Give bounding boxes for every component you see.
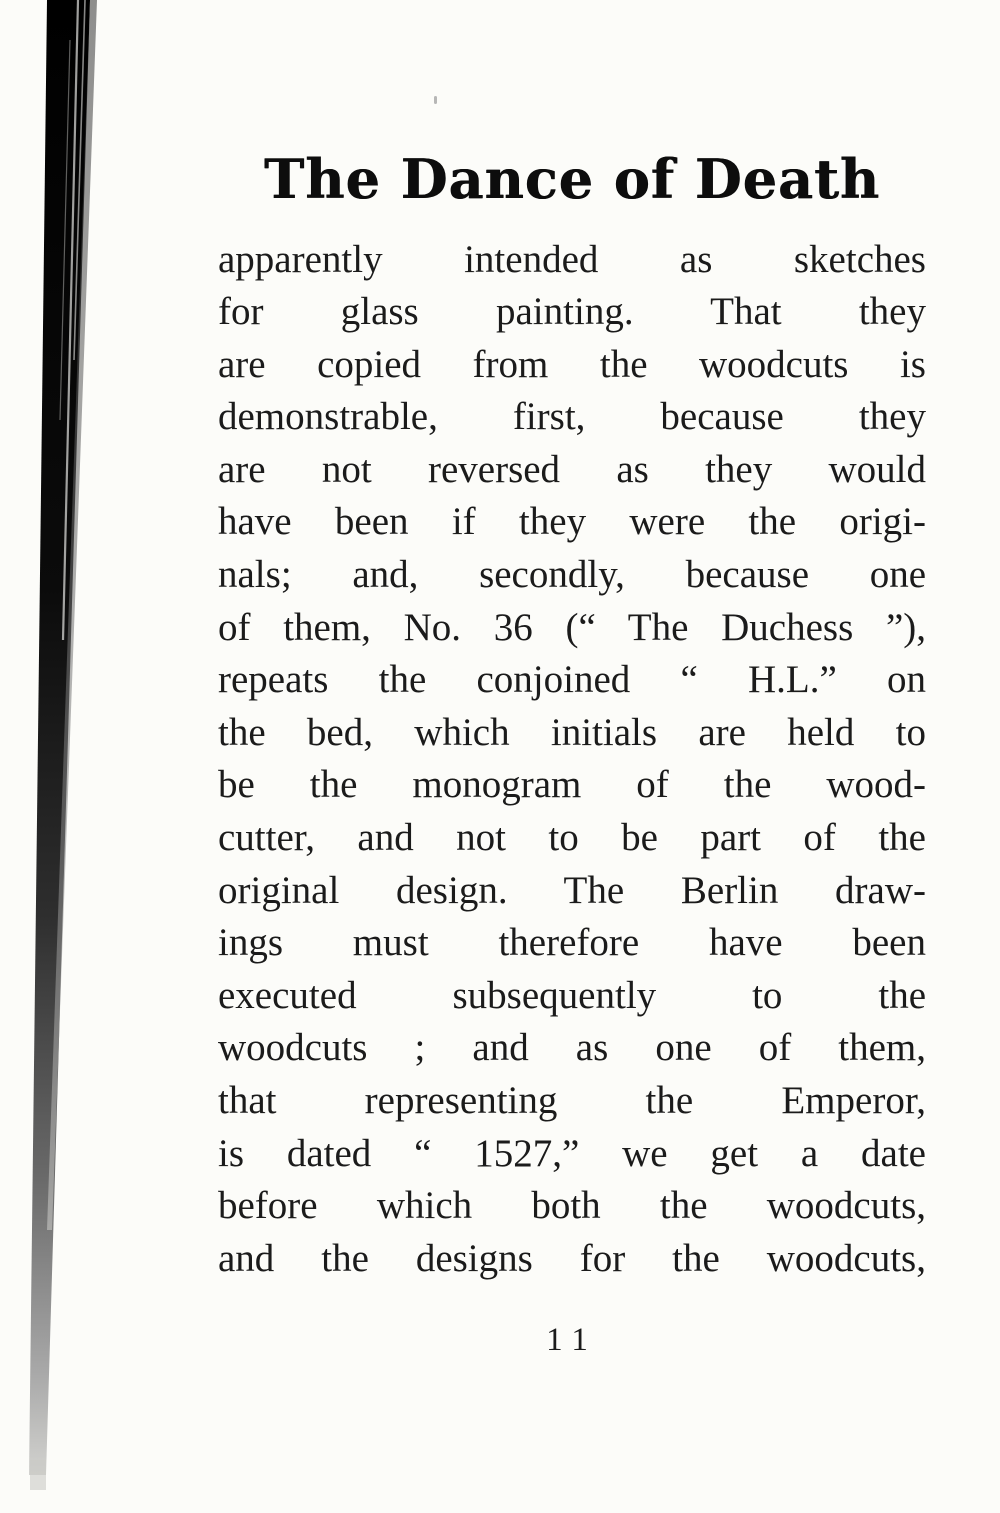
- body-line: of them, No. 36 (“ The Duchess ”),: [218, 605, 926, 649]
- body-line: original design. The Berlin draw-: [218, 868, 926, 912]
- scan-speck: [434, 96, 437, 104]
- binding-shadow: [0, 0, 130, 1513]
- page-content: [218, 146, 926, 1285]
- body-line: have been if they were the origi-: [218, 500, 926, 544]
- body-line: ings must therefore have been: [218, 921, 926, 965]
- page-number: 11: [546, 1322, 598, 1358]
- body-line: repeats the conjoined “ H.L.” on: [218, 658, 926, 702]
- body-line: is dated “ 1527,” we get a date: [218, 1131, 926, 1175]
- page-title: The Dance of Death: [263, 147, 881, 211]
- body-line: cutter, and not to be part of the: [218, 816, 926, 860]
- body-line: woodcuts ; and as one of them,: [218, 1026, 926, 1070]
- body-line: that representing the Emperor,: [218, 1079, 926, 1122]
- body-line: are copied from the woodcuts is: [218, 342, 926, 386]
- body-line: before which both the woodcuts,: [218, 1184, 926, 1228]
- body-text: [218, 234, 926, 1286]
- body-line: the bed, which initials are held to: [218, 710, 926, 754]
- body-line: and the designs for the woodcuts,: [218, 1236, 926, 1280]
- body-line: are not reversed as they would: [218, 447, 926, 491]
- body-line: nals; and, secondly, because one: [218, 553, 926, 597]
- body-line: executed subsequently to the: [218, 973, 926, 1017]
- body-line: demonstrable, first, because they: [218, 395, 926, 439]
- body-line: apparently intended as sketches: [218, 237, 926, 281]
- body-line: for glass painting. That they: [218, 290, 926, 334]
- body-line: be the monogram of the wood-: [218, 763, 926, 807]
